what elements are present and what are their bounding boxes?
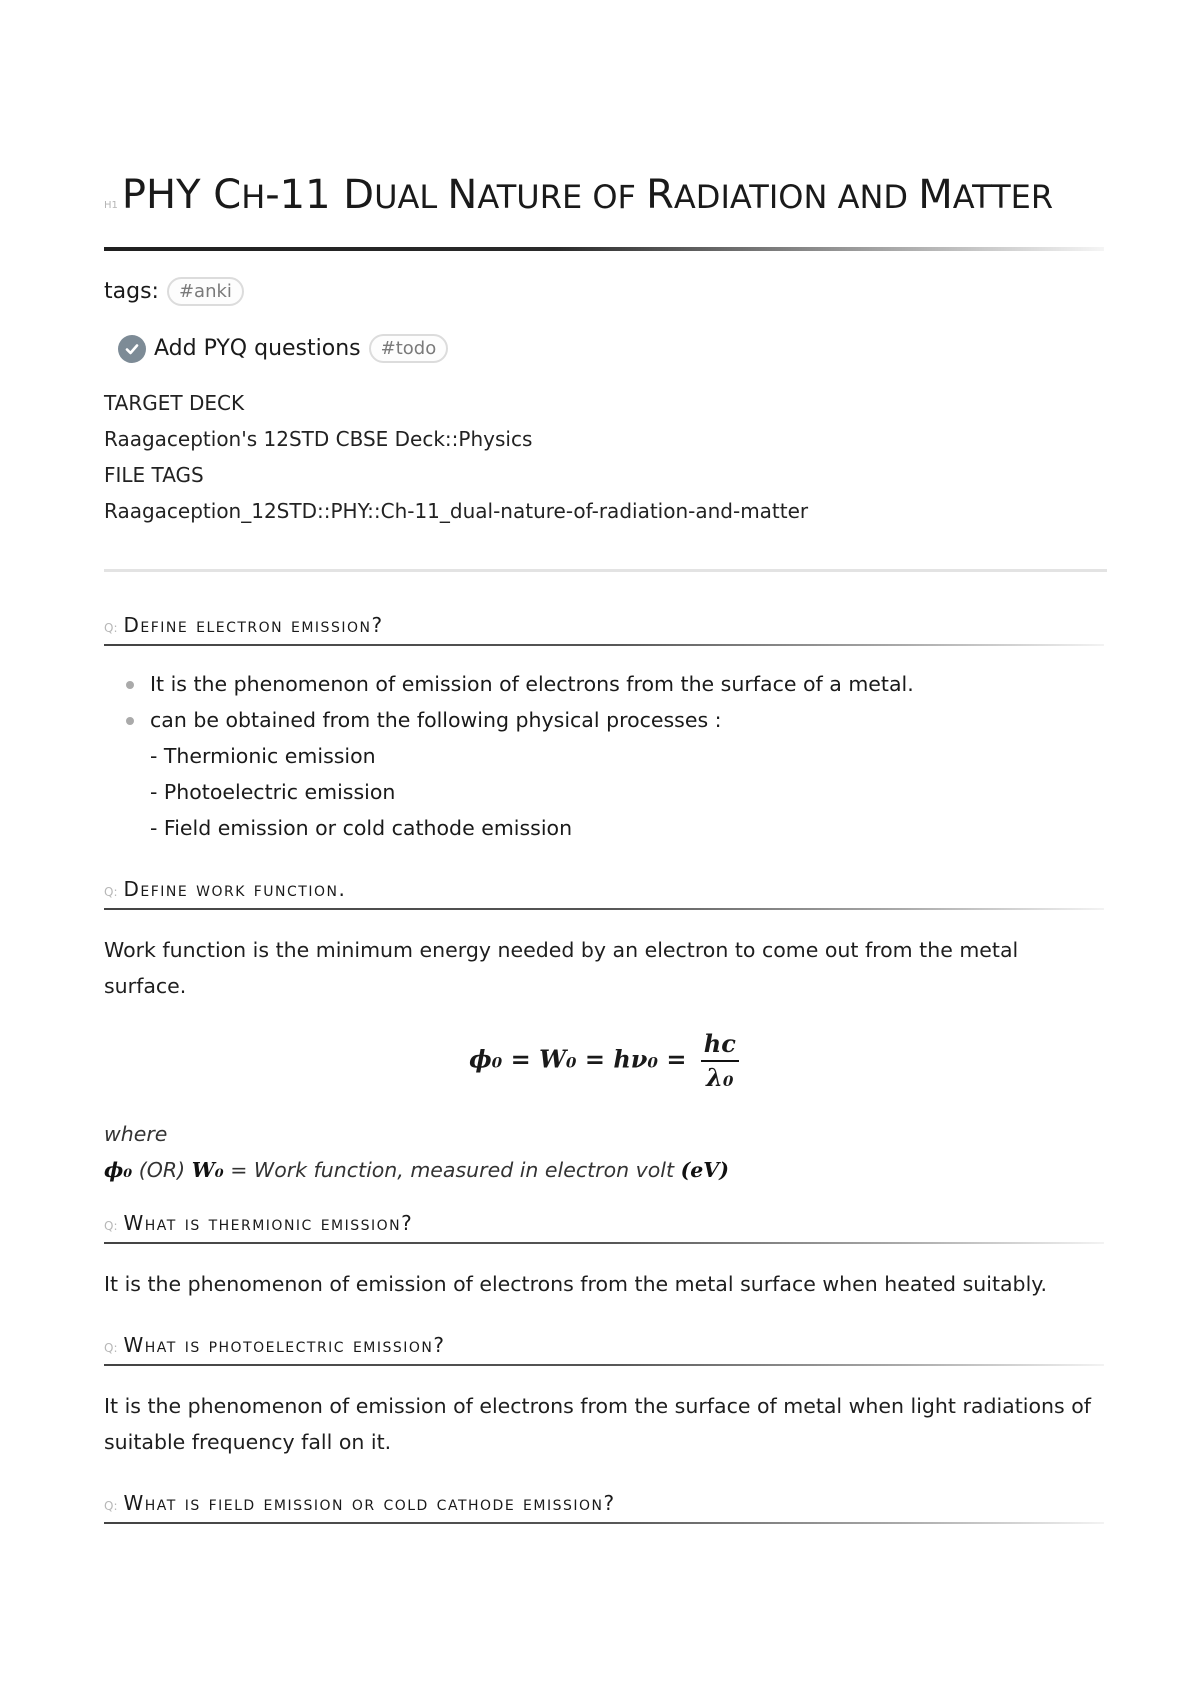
- question-underline: [104, 1242, 1104, 1244]
- title-part: ATTER: [952, 178, 1054, 216]
- question-heading: [104, 1332, 1104, 1361]
- question-heading: [104, 1210, 1104, 1239]
- answer-paragraph: It is the phenomenon of emission of electrons from the metal surface when heated suitably.: [104, 1272, 1047, 1296]
- title-part: C: [213, 172, 242, 218]
- tags-label: tags:: [104, 279, 159, 304]
- title-part: N: [447, 172, 478, 218]
- where-label: where: [104, 1122, 168, 1146]
- deck-metadata: [104, 385, 1104, 529]
- answer-paragraph: It is the phenomenon of emission of electrons from the surface of metal when light radiations of suitable frequency fall on it.: [104, 1394, 1091, 1454]
- title-part: ADIATION AND: [673, 178, 919, 216]
- meta-target-deck-label: TARGET DECK: [104, 391, 245, 415]
- process-line: - Thermionic emission: [150, 744, 376, 768]
- formula-fraction: [701, 1028, 739, 1094]
- question-marker: Q:: [104, 1499, 118, 1513]
- formula-denominator: λ₀: [706, 1063, 734, 1092]
- where-connector: (OR): [132, 1158, 192, 1182]
- question-marker: Q:: [104, 621, 118, 635]
- list-item: It is the phenomenon of emission of electrons from the surface of a metal.: [104, 666, 1104, 702]
- work-function-formula: [104, 1028, 1104, 1094]
- title-part: ATURE OF: [477, 178, 647, 216]
- formula-lhs: ϕ₀ = W₀ = hν₀ =: [469, 1044, 687, 1074]
- question-marker: Q:: [104, 1341, 118, 1355]
- heading-level-marker: H1: [104, 200, 118, 211]
- phi-symbol: ϕ₀: [104, 1158, 133, 1182]
- page-title: [104, 160, 1104, 245]
- answer-bullet-list: [104, 666, 1104, 738]
- title-part: PHY: [121, 172, 214, 218]
- note-page: [104, 160, 1104, 1524]
- unit-symbol: (eV): [680, 1158, 729, 1182]
- question-heading: [104, 612, 1104, 641]
- answer-paragraph: Work function is the minimum energy needed by an electron to come out from the metal surface.: [104, 938, 1019, 998]
- w-symbol: W₀: [191, 1158, 224, 1182]
- question-heading: [104, 1490, 1104, 1519]
- tag-anki[interactable]: #anki: [167, 277, 244, 306]
- question-title: Define work function.: [123, 877, 347, 901]
- question-underline: [104, 908, 1104, 910]
- question-title: What is photoelectric emission?: [123, 1333, 446, 1357]
- title-part: H: [241, 178, 266, 216]
- meta-target-deck-value: Raagaception's 12STD CBSE Deck::Physics: [104, 427, 533, 451]
- question-title: What is thermionic emission?: [123, 1211, 414, 1235]
- meta-file-tags-value: Raagaception_12STD::PHY::Ch-11_dual-nature-of-radiation-and-matter: [104, 499, 809, 523]
- title-part: -11: [265, 172, 344, 218]
- process-line: - Field emission or cold cathode emission: [150, 816, 573, 840]
- question-heading: [104, 876, 1104, 905]
- formula-numerator: hc: [701, 1028, 739, 1062]
- meta-file-tags-label: FILE TAGS: [104, 463, 204, 487]
- question-title: Define electron emission?: [123, 613, 384, 637]
- question-underline: [104, 1522, 1104, 1524]
- where-definition: [104, 1152, 1104, 1188]
- todo-text: Add PYQ questions: [154, 336, 361, 361]
- check-circle-icon[interactable]: [118, 335, 146, 363]
- where-text: = Work function, measured in electron volt: [223, 1158, 681, 1182]
- question-underline: [104, 1364, 1104, 1366]
- title-part: D: [343, 172, 375, 218]
- tag-todo[interactable]: #todo: [369, 334, 449, 363]
- question-marker: Q:: [104, 1219, 118, 1233]
- title-part: R: [646, 172, 674, 218]
- todo-item: [118, 334, 1104, 363]
- question-underline: [104, 644, 1104, 646]
- list-item: can be obtained from the following physical processes :: [104, 702, 1104, 738]
- horizontal-divider: [104, 569, 1107, 572]
- title-part: UAL: [374, 178, 448, 216]
- process-line: - Photoelectric emission: [150, 780, 396, 804]
- question-marker: Q:: [104, 885, 118, 899]
- formula-explanation: [104, 1116, 1104, 1188]
- process-list: [104, 738, 1104, 846]
- title-part: M: [918, 172, 953, 218]
- tags-row: [104, 277, 1104, 306]
- title-underline: [104, 247, 1104, 251]
- question-title: What is field emission or cold cathode emission?: [123, 1491, 616, 1515]
